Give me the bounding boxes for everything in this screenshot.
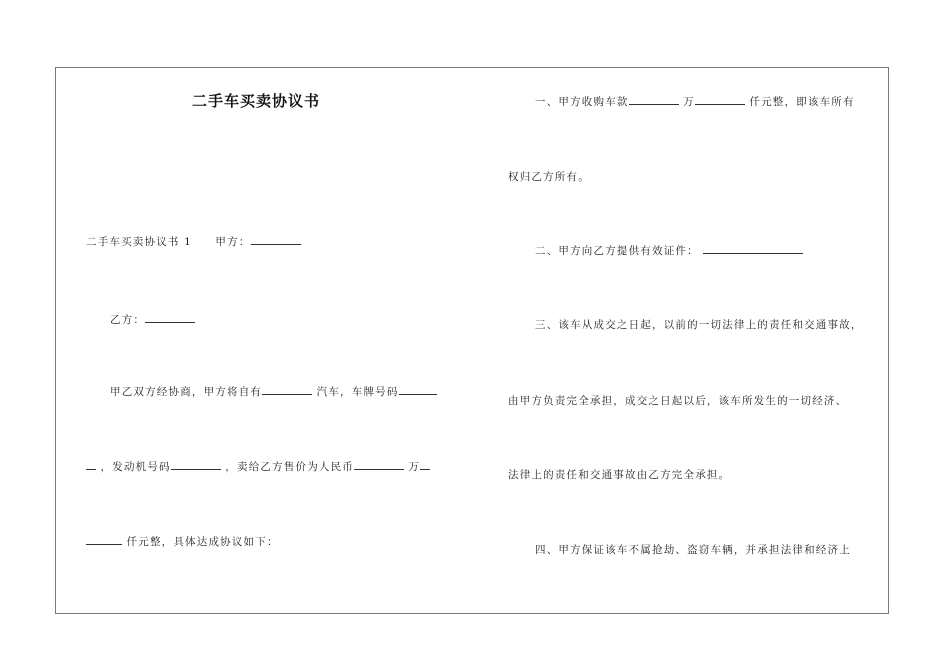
plate-number-blank bbox=[399, 385, 437, 395]
p1-text-own-car: 甲乙双方经协商，甲方将自有 bbox=[110, 386, 263, 398]
clause-3-line-1: 三、该车从成交之日起，以前的一切法律上的责任和交通事故， bbox=[535, 319, 863, 331]
clause-3-line-2: 由甲方负责完全承担，成交之日起以后，该车所发生的一切经济、 bbox=[508, 395, 848, 407]
clause-1-line-2: 权归乙方所有。 bbox=[508, 171, 590, 183]
party-b-line bbox=[110, 313, 195, 327]
paragraph-1-line-2 bbox=[86, 460, 430, 474]
engine-number-blank bbox=[171, 460, 221, 470]
p1-text-agreement: 仟元整，具体达成协议如下： bbox=[126, 536, 279, 548]
clause-1-line-1 bbox=[535, 95, 855, 109]
party-b-label: 乙方： bbox=[110, 314, 146, 326]
paragraph-1-line-1 bbox=[110, 385, 437, 399]
party-a-line bbox=[86, 235, 301, 249]
document-title: 二手车买卖协议书 bbox=[192, 92, 321, 110]
clause-1-text: 一、甲方收购车款 bbox=[535, 96, 629, 108]
price-qian-blank-continued bbox=[86, 535, 122, 545]
clause-1-wan: 万 bbox=[683, 96, 695, 108]
clause-3-line-3: 法律上的责任和交通事故由乙方完全承担。 bbox=[508, 469, 731, 481]
document-frame bbox=[55, 67, 889, 614]
plate-number-blank-continued bbox=[86, 460, 96, 470]
party-a-label: 二手车买卖协议书 1 甲方： bbox=[86, 236, 251, 248]
p1-text-engine: ，发动机号码 bbox=[100, 461, 171, 473]
p1-text-wan: 万 bbox=[408, 461, 421, 473]
price-qian-blank bbox=[420, 460, 430, 470]
documents-blank bbox=[703, 244, 803, 254]
clause-1-ownership: 仟元整，即该车所有 bbox=[749, 96, 855, 108]
p1-text-plate: 汽车，车牌号码 bbox=[316, 386, 399, 398]
clause-2-text: 二、甲方向乙方提供有效证件： bbox=[535, 245, 699, 257]
purchase-qian-blank bbox=[695, 95, 745, 105]
party-a-blank bbox=[251, 235, 301, 245]
paragraph-1-line-3 bbox=[86, 535, 279, 549]
purchase-wan-blank bbox=[629, 95, 679, 105]
party-b-blank bbox=[145, 313, 195, 323]
car-model-blank bbox=[262, 385, 312, 395]
clause-4-line-1: 四、甲方保证该车不属抢劫、盗窃车辆，并承担法律和经济上 bbox=[535, 544, 851, 556]
p1-text-price: ，卖给乙方售价为人民币 bbox=[225, 461, 354, 473]
clause-2-line-1 bbox=[535, 244, 803, 258]
price-wan-blank bbox=[354, 460, 404, 470]
